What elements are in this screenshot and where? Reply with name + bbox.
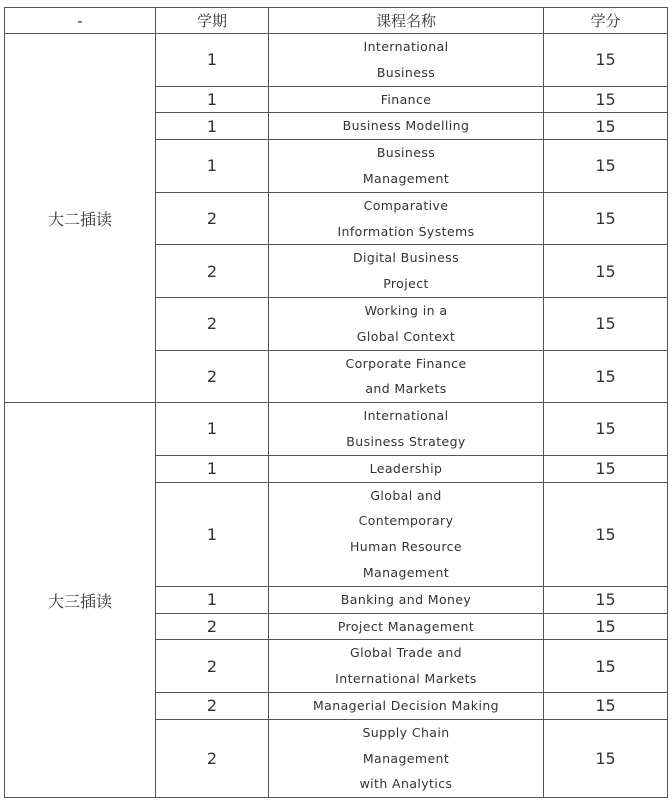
term-cell: 1 <box>156 140 269 193</box>
course-name-line: Management <box>362 564 450 580</box>
term-cell: 1 <box>156 455 269 482</box>
course-name-line: Supply Chain <box>362 724 450 740</box>
term-cell: 2 <box>156 640 269 693</box>
credits-cell: 15 <box>544 455 668 482</box>
course-name-cell <box>269 86 544 113</box>
course-name-line: Management <box>362 170 450 186</box>
course-name-line: Banking and Money <box>340 591 472 607</box>
header-row <box>5 8 668 34</box>
course-name-line: International <box>363 39 449 54</box>
course-name-line: Corporate Finance <box>345 355 467 371</box>
course-name-line: Contemporary <box>358 513 454 529</box>
course-name-line: Global Context <box>356 328 456 344</box>
credits-cell: 15 <box>544 692 668 719</box>
course-name-line: Business <box>376 145 436 161</box>
term-cell: 1 <box>156 403 269 456</box>
term-cell: 2 <box>156 192 269 245</box>
course-name-cell <box>269 297 544 350</box>
table-row <box>5 403 668 456</box>
course-name-cell <box>269 113 544 140</box>
course-name-cell <box>269 350 544 403</box>
course-name-cell <box>269 719 544 797</box>
header-group: - <box>5 8 156 34</box>
course-name-line: Global and <box>370 487 442 503</box>
credits-cell: 15 <box>544 140 668 193</box>
table-body <box>5 34 668 798</box>
credits-cell: 15 <box>544 719 668 797</box>
credits-cell: 15 <box>544 297 668 350</box>
course-name-line: Project <box>383 276 429 292</box>
course-name-line: Digital Business <box>352 250 460 266</box>
credits-cell: 15 <box>544 586 668 613</box>
term-cell: 2 <box>156 245 269 298</box>
course-name-cell <box>269 403 544 456</box>
course-name-line: Information Systems <box>337 223 475 239</box>
credits-cell: 15 <box>544 192 668 245</box>
table-header <box>5 8 668 34</box>
term-cell: 1 <box>156 34 269 87</box>
course-name-line: Project Management <box>337 618 475 634</box>
course-name-line: Working in a <box>364 302 448 318</box>
course-name-line: Business Modelling <box>342 118 470 134</box>
term-cell: 2 <box>156 613 269 640</box>
course-name-line: Leadership <box>369 460 443 476</box>
course-name-line: Human Resource <box>350 539 462 555</box>
header-term: 学期 <box>156 8 269 34</box>
credits-cell: 15 <box>544 245 668 298</box>
table-row <box>5 34 668 87</box>
credits-cell: 15 <box>544 613 668 640</box>
course-name-line: International <box>363 408 449 424</box>
course-name-cell <box>269 245 544 298</box>
course-name-cell <box>269 640 544 693</box>
course-name-cell <box>269 613 544 640</box>
term-cell: 2 <box>156 692 269 719</box>
course-name-cell <box>269 455 544 482</box>
header-credits: 学分 <box>544 8 668 34</box>
course-name-cell <box>269 140 544 193</box>
credits-cell: 15 <box>544 350 668 403</box>
group-label: 大二插读 <box>5 34 156 403</box>
credits-cell: 15 <box>544 640 668 693</box>
term-cell: 1 <box>156 86 269 113</box>
credits-cell: 15 <box>544 403 668 456</box>
group-label: 大三插读 <box>5 403 156 798</box>
course-name-line: Global Trade and <box>350 645 462 661</box>
credits-cell: 15 <box>544 482 668 586</box>
header-course-name: 课程名称 <box>269 8 544 34</box>
term-cell: 1 <box>156 482 269 586</box>
course-name-cell <box>269 34 544 87</box>
term-cell: 2 <box>156 719 269 797</box>
course-name-line: International Markets <box>335 671 477 687</box>
course-name-line: Comparative <box>363 197 449 213</box>
course-name-line: Business Strategy <box>346 433 466 449</box>
course-name-line: Finance <box>380 91 432 107</box>
course-name-line: and Markets <box>365 381 447 397</box>
course-name-cell <box>269 192 544 245</box>
course-name-line: Business <box>376 64 436 80</box>
credits-cell: 15 <box>544 34 668 87</box>
course-name-line: Managerial Decision Making <box>313 697 499 713</box>
credits-cell: 15 <box>544 86 668 113</box>
course-name-line: Management <box>362 750 450 766</box>
course-name-line: with Analytics <box>359 776 453 792</box>
term-cell: 2 <box>156 350 269 403</box>
course-name-cell <box>269 482 544 586</box>
credits-cell: 15 <box>544 113 668 140</box>
course-name-cell <box>269 586 544 613</box>
term-cell: 1 <box>156 586 269 613</box>
course-name-cell <box>269 692 544 719</box>
term-cell: 2 <box>156 297 269 350</box>
term-cell: 1 <box>156 113 269 140</box>
course-table <box>4 7 668 798</box>
